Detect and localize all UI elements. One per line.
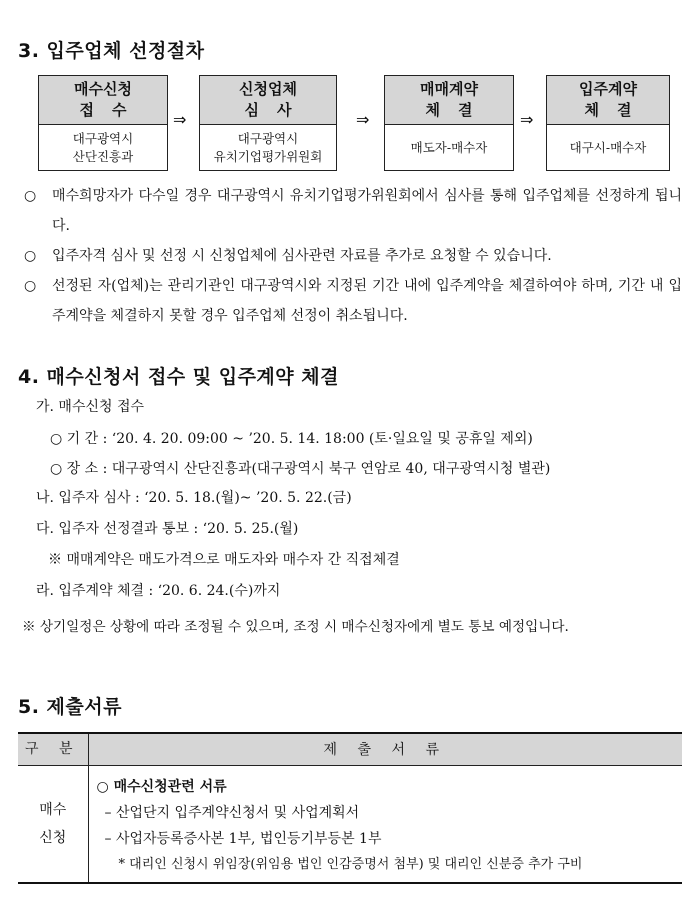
- bullet-paragraph: [24, 271, 682, 331]
- flow-step-title: [547, 76, 669, 125]
- schedule-item-contract: 라. 입주계약 체결 : ‘20. 6. 24.(수)까지: [36, 583, 281, 599]
- circle-bullet-icon: ○: [24, 248, 37, 264]
- flow-step-detail-line: 산단진흥과: [72, 148, 134, 164]
- schedule-item-review: 나. 입주자 심사 : ‘20. 5. 18.(월)~ ’20. 5. 22.(금): [36, 490, 352, 506]
- flow-step-title-line2: 접수: [79, 101, 145, 119]
- document-note: * 대리인 신청시 위임장(위임용 법인 인감증명서 첨부) 및 대리인 신분증 추가 구비: [118, 856, 583, 872]
- flow-arrow-icon: ⇒: [520, 110, 534, 129]
- bullet-text: 매수희망자가 다수일 경우 대구광역시 유치기업평가위원회에서 심사를 통해 입주업체를 선정하게 됩니다.: [52, 188, 682, 234]
- documents-table: [18, 732, 682, 884]
- table-header-row: [18, 733, 682, 765]
- flow-step-detail: [547, 125, 669, 170]
- circle-bullet-icon: ○: [24, 278, 37, 294]
- flow-step-title-line1: 입주계약: [579, 80, 637, 98]
- schedule-period: ○ 기 간 : ‘20. 4. 20. 09:00 ~ ’20. 5. 14. 18:00 (토·일요일 및 공휴일 제외): [50, 431, 533, 447]
- table-cell-documents: [88, 765, 682, 883]
- flow-step-detail-line: 유치기업평가위원회: [213, 148, 323, 164]
- category-line: 매수: [39, 801, 67, 818]
- table-header-documents: 제 출 서 류: [88, 733, 682, 765]
- document-item: – 산업단지 입주계약신청서 및 사업계획서: [104, 804, 360, 821]
- table-cell-category: [18, 765, 88, 883]
- schedule-footnote: ※ 상기일정은 상황에 따라 조정될 수 있으며, 조정 시 매수신청자에게 별도 통보 예정입니다.: [22, 619, 569, 635]
- flow-step-title-line1: 매수신청: [74, 80, 132, 98]
- flow-step-title-line2: 심사: [244, 101, 310, 119]
- bullet-text: 선정된 자(업체)는 관리기관인 대구광역시와 지정된 기간 내에 입주계약을 체결하여야 하며, 기간 내 입주계약을 체결하지 못할 경우 입주업체 선정이 취소됩니다.: [52, 278, 682, 324]
- flow-step-review: [199, 75, 337, 171]
- section3-heading: 3. 입주업체 선정절차: [18, 40, 205, 62]
- documents-group-title: ○ 매수신청관련 서류: [96, 778, 227, 795]
- table-header-category: 구 분: [18, 733, 88, 765]
- flow-step-detail-line: 매도자-매수자: [410, 139, 488, 155]
- flow-step-title-line1: 매매계약: [420, 80, 478, 98]
- schedule-item-notification: 다. 입주자 선정결과 통보 : ‘20. 5. 25.(월): [36, 521, 299, 537]
- flow-arrow-icon: ⇒: [356, 110, 370, 129]
- flow-arrow-icon: ⇒: [173, 110, 187, 129]
- flow-step-detail: [200, 125, 336, 170]
- flow-step-detail: [39, 125, 167, 170]
- circle-bullet-icon: ○: [24, 188, 37, 204]
- section4-heading: 4. 매수신청서 접수 및 입주계약 체결: [18, 366, 339, 388]
- flow-step-title-line1: 신청업체: [239, 80, 297, 98]
- flow-step-detail-line: 대구시-매수자: [569, 139, 647, 155]
- flow-step-detail-line: 대구광역시: [72, 130, 134, 146]
- section5-heading: 5. 제출서류: [18, 696, 122, 718]
- schedule-note: ※ 매매계약은 매도가격으로 매도자와 매수자 간 직접체결: [48, 552, 400, 568]
- flow-step-detail: [385, 125, 513, 170]
- bullet-paragraph: [24, 181, 682, 241]
- bullet-paragraph: [24, 241, 682, 271]
- flow-step-title-line2: 체결: [584, 101, 650, 119]
- flow-step-title: [200, 76, 336, 125]
- table-row: [18, 765, 682, 883]
- schedule-item-application: 가. 매수신청 접수: [36, 399, 145, 415]
- bullet-text: 입주자격 심사 및 선정 시 신청업체에 심사관련 자료를 추가로 요청할 수 있습니다.: [52, 248, 552, 264]
- flow-step-move-in-contract: [546, 75, 670, 171]
- flow-step-title: [39, 76, 167, 125]
- flow-step-sale-contract: [384, 75, 514, 171]
- flow-step-detail-line: 대구광역시: [237, 130, 299, 146]
- category-line: 신청: [39, 829, 67, 846]
- schedule-place: ○ 장 소 : 대구광역시 산단진흥과(대구광역시 북구 연암로 40, 대구광역시청 별관): [50, 461, 551, 477]
- flow-step-title: [385, 76, 513, 125]
- document-item: – 사업자등록증사본 1부, 법인등기부등본 1부: [104, 830, 382, 847]
- flow-step-title-line2: 체결: [425, 101, 491, 119]
- flow-step-application: [38, 75, 168, 171]
